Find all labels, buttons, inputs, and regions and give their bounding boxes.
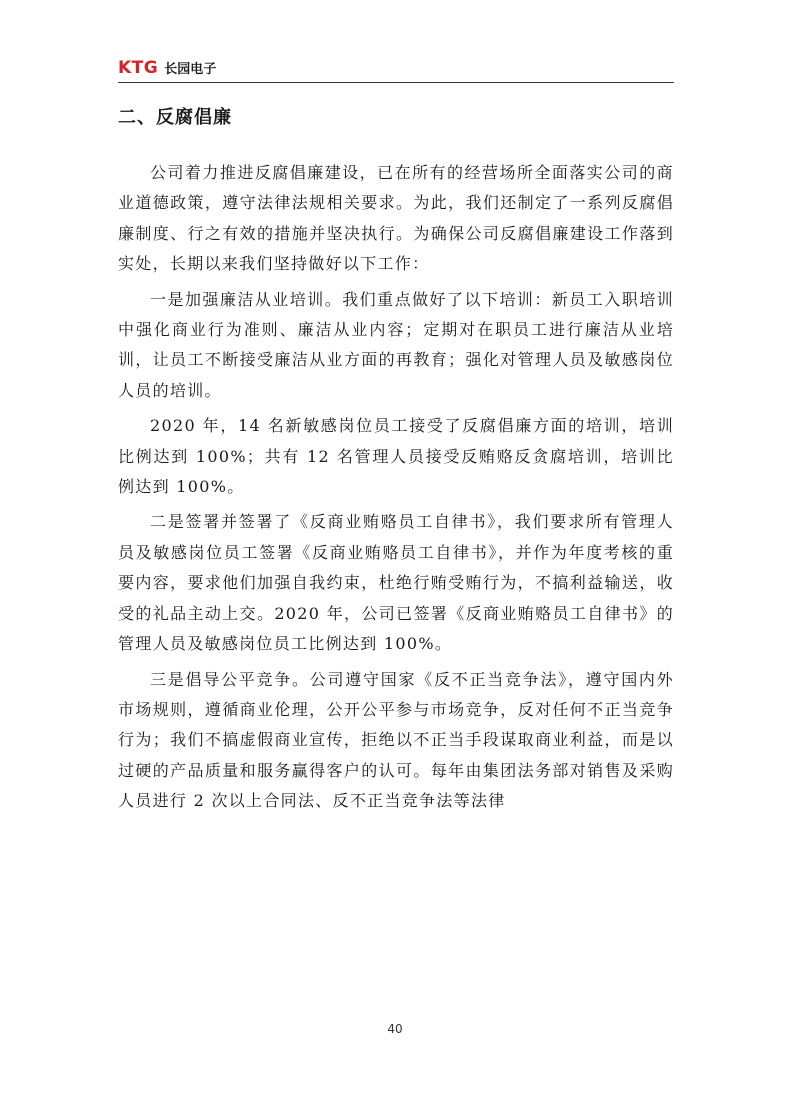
paragraph-training-stats: 2020 年，14 名新敏感岗位员工接受了反腐倡廉方面的培训，培训比例达到 100%；共有 12 名管理人员接受反贿赂反贪腐培训，培训比例达到 100%。 [118,416,674,497]
paragraph-fair-competition: 三是倡导公平竞争。公司遵守国家《反不正当竞争法》，遵守国内外市场规则，遵循商业伦理，公开公平参与市场竞争，反对任何不正当竞争行为；我们不搞虚假商业宣传，拒绝以不正当手段谋取商业利益，而是以过硬的产品质量和服务赢得客户的认可。每年由集团法务部对销售及采购人员进行 2 次以上合同法、反不正当竞争法等法律 [118,669,674,811]
paragraph-self-discipline: 二是签署并签署了《反商业贿赂员工自律书》，我们要求所有管理人员及敏感岗位员工签署《反商业贿赂员工自律书》，并作为年度考核的重要内容，要求他们加强自我约束，杜绝行贿受贿行为，不搞利益输送，收受的礼品主动上交。2020 年，公司已签署《反商业贿赂员工自律书》的管理人员及敏感岗位员工比例达到 100%。 [118,512,674,654]
logo-ktg-text: KTG [118,58,159,78]
logo-company-name: 长园电子 [164,62,217,77]
paragraph-training: 一是加强廉洁从业培训。我们重点做好了以下培训：新员工入职培训中强化商业行为准则、廉洁从业内容；定期对在职员工进行廉洁从业培训，让员工不断接受廉洁从业方面的再教育；强化对管理人员及敏感岗位人员的培训。 [118,289,674,400]
company-logo [118,58,216,78]
body-text [118,158,674,817]
section-title: 二、反腐倡廉 [118,107,232,128]
page-header [118,58,674,82]
paragraph-intro: 公司着力推进反腐倡廉建设，已在所有的经营场所全面落实公司的商业道德政策，遵守法律法规相关要求。为此，我们还制定了一系列反腐倡廉制度、行之有效的措施并坚决执行。为确保公司反腐倡廉建设工作落到实处，长期以来我们坚持做好以下工作： [118,163,674,274]
header-divider [118,82,674,83]
page-number: 40 [387,1022,403,1036]
